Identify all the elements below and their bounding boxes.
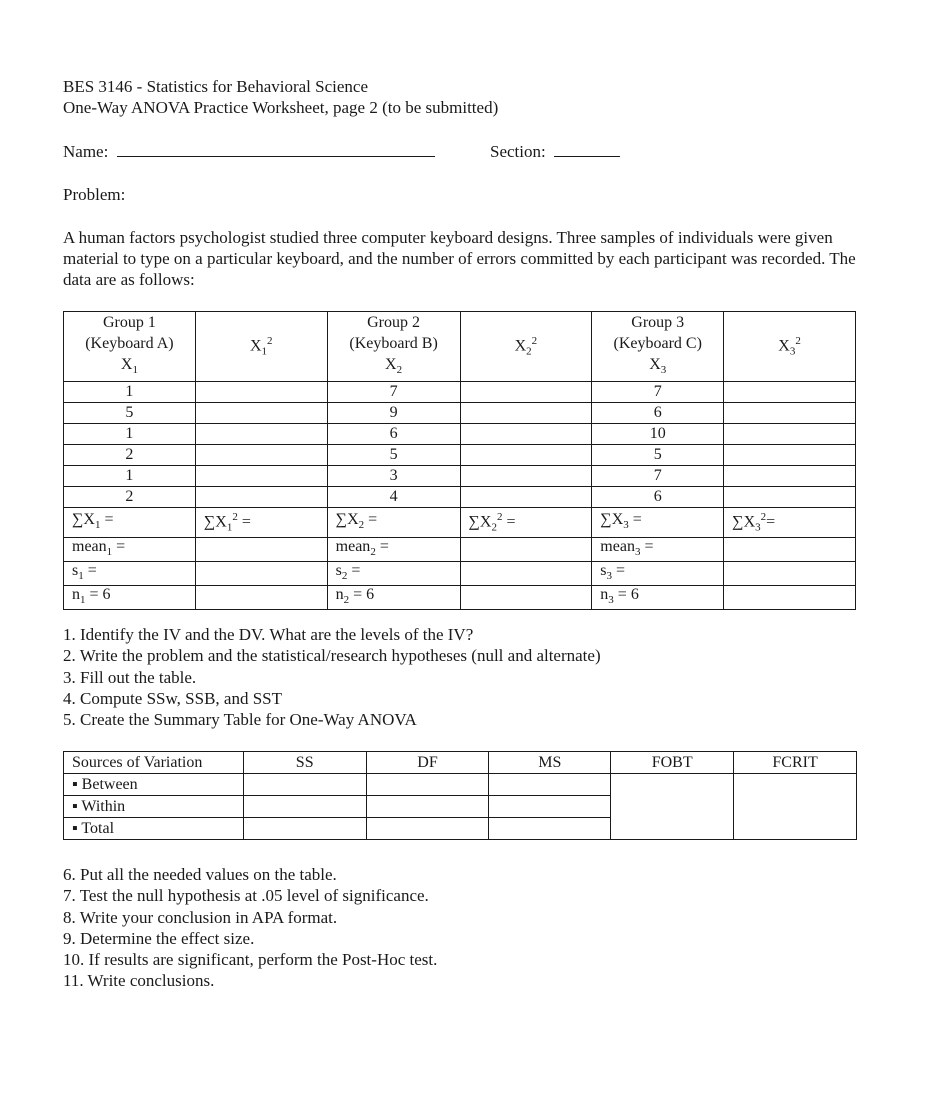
anova-summary-table — [63, 751, 857, 840]
section-blank[interactable] — [554, 142, 620, 157]
summary-header-row: Sources of Variation SS DF MS FOBT FCRIT — [64, 752, 857, 774]
name-field[interactable] — [63, 141, 435, 162]
sd-row: $s_1$ = $s_2$ = $s_3$ = — [64, 561, 856, 585]
sum-row: $\sum X_1$ = $\sum X_1^2$ = $\sum X_2$ = $\sum X_2^2$ = $\sum X_3$ = $\sum X_3^2=$ — [64, 508, 856, 538]
list-item: 10. If results are significant, perform the Post-Hoc test. — [63, 950, 438, 970]
course-title: BES 3146 - Statistics for Behavioral Science — [63, 77, 368, 96]
list-item: 8. Write your conclusion in APA format. — [63, 907, 338, 927]
list-item: 9. Determine the effect size. — [63, 928, 255, 948]
section-label: Section: — [490, 142, 546, 161]
squared-header: $X_3^2$ — [724, 312, 856, 382]
task-list-a — [63, 624, 601, 730]
list-item: 4. Compute SSw, SSB, and SST — [63, 688, 282, 708]
n-row: $n_1 = 6$ $n_2 = 6$ $n_3 = 6$ — [64, 586, 856, 610]
table-row: 1 6 10 — [64, 424, 856, 445]
list-item: 5. Create the Summary Table for One-Way ANOVA — [63, 710, 417, 730]
table-row: 1 3 7 — [64, 466, 856, 487]
list-item: 2. Write the problem and the statistical/research hypotheses (null and alternate) — [63, 646, 601, 666]
summary-row-within: ▪ Within — [64, 796, 857, 818]
list-item: 1. Identify the IV and the DV. What are the levels of the IV? — [63, 625, 474, 644]
summary-row-between: ▪ Between — [64, 774, 857, 796]
list-item: 11. Write conclusions. — [63, 971, 215, 991]
mean-row: mean$_1$ = mean$_2$ = mean$_3$ = — [64, 537, 856, 561]
table-row: 5 9 6 — [64, 403, 856, 424]
group-header: Group 1 (Keyboard A) $X_1$ — [64, 312, 196, 382]
problem-text: A human factors psychologist studied three computer keyboard designs. Three samples of individuals were given material to type on a particular keyboard, and the number of errors committed by each participant was recorded. The data are as follows: — [63, 228, 856, 289]
problem-label: Problem: — [63, 185, 126, 204]
worksheet-subtitle: One-Way ANOVA Practice Worksheet, page 2 (to be submitted) — [63, 98, 499, 117]
table-row: 1 7 7 — [64, 382, 856, 403]
data-table — [63, 311, 856, 610]
group-header: Group 2 (Keyboard B) $X_2$ — [327, 312, 460, 382]
list-item: 6. Put all the needed values on the table. — [63, 865, 337, 884]
summary-row-total: ▪ Total — [64, 818, 857, 840]
name-blank[interactable] — [117, 142, 435, 157]
section-field[interactable] — [490, 141, 620, 162]
table-row: 2 5 5 — [64, 445, 856, 466]
list-item: 3. Fill out the table. — [63, 667, 197, 687]
table-row: 2 4 6 — [64, 487, 856, 508]
squared-header: $X_2^2$ — [460, 312, 592, 382]
squared-header: $X_1^2$ — [195, 312, 327, 382]
name-label: Name: — [63, 142, 109, 161]
task-list-b — [63, 864, 437, 992]
data-table-header — [64, 312, 856, 382]
list-item: 7. Test the null hypothesis at .05 level of significance. — [63, 886, 429, 906]
group-header: Group 3 (Keyboard C) $X_3$ — [592, 312, 724, 382]
